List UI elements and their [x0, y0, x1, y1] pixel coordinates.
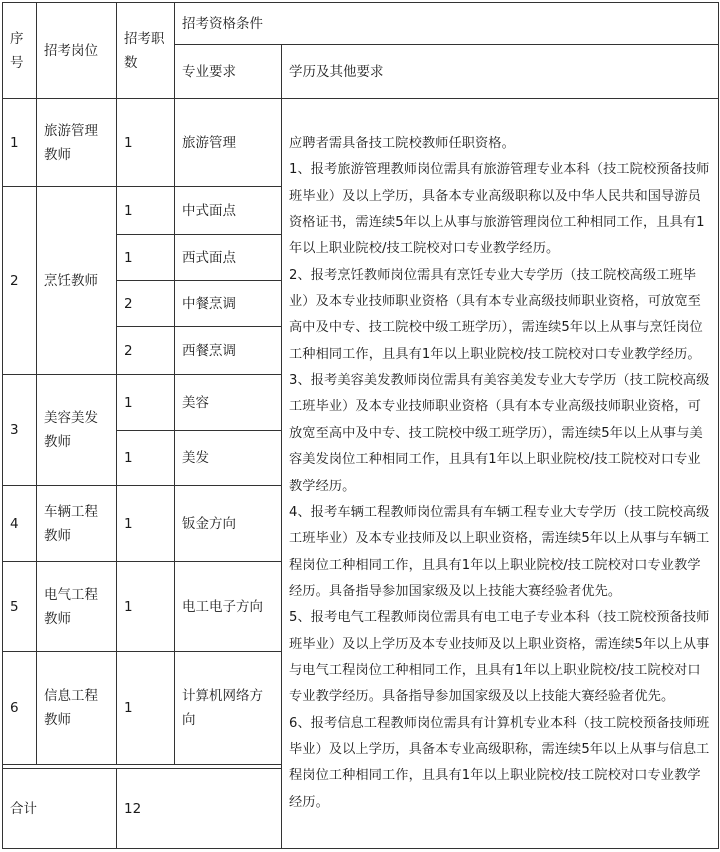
row-count: 2	[117, 327, 175, 375]
row-count: 1	[117, 562, 175, 652]
row-position: 旅游管理教师	[37, 99, 117, 187]
row-major: 美发	[175, 431, 282, 486]
header-count: 招考职数	[117, 3, 175, 99]
header-qualification-group: 招考资格条件	[175, 3, 719, 45]
row-index: 2	[3, 187, 37, 375]
row-count: 1	[117, 99, 175, 187]
requirements-cell	[282, 99, 719, 849]
header-education: 学历及其他要求	[282, 45, 719, 99]
row-position: 车辆工程教师	[37, 486, 117, 562]
row-major: 西式面点	[175, 235, 282, 281]
row-major: 计算机网络方向	[175, 652, 282, 765]
header-index: 序号	[3, 3, 37, 99]
requirement-item: 3、报考美容美发教师岗位需具有美容美发专业大专学历（技工院校高级工班毕业）及本专业技师职业资格（具有本专业高级技师职业资格，可放宽至高中及中专、技工院校中级工班学历），需连续5年以上从事与美容美发岗位工种相同工作，且具有1年以上职业院校/技工院校对口专业教学经历。	[289, 373, 710, 494]
row-count: 1	[117, 375, 175, 431]
row-major: 西餐烹调	[175, 327, 282, 375]
row-position: 美容美发教师	[37, 375, 117, 486]
table-row	[3, 99, 719, 187]
requirement-item: 5、报考电气工程教师岗位需具有电工电子专业本科（技工院校预备技师班毕业）及以上学历及本专业技师及以上职业资格，需连续5年以上从事与电气工程岗位工种相同工作，且具有1年以上职业院校/技工院校对口专业教学经历。具备指导参加国家级及以上技能大赛经验者优先。	[289, 610, 710, 705]
row-count: 1	[117, 652, 175, 765]
row-index: 4	[3, 486, 37, 562]
row-major: 钣金方向	[175, 486, 282, 562]
row-major: 旅游管理	[175, 99, 282, 187]
requirement-item: 4、报考车辆工程教师岗位需具有车辆工程专业大专学历（技工院校高级工班毕业）及本专业技师及以上职业资格，需连续5年以上从事与车辆工程岗位工种相同工作，且具有1年以上职业院校/技工院校对口专业教学经历。具备指导参加国家级及以上技能大赛经验者优先。	[289, 504, 710, 599]
header-position: 招考岗位	[37, 3, 117, 99]
row-major: 电工电子方向	[175, 562, 282, 652]
requirement-item: 1、报考旅游管理教师岗位需具有旅游管理专业本科（技工院校预备技师班毕业）及以上学历，具备本专业高级职称以及中华人民共和国导游员资格证书，需连续5年以上从事与旅游管理岗位工种相同工作，且具有1年以上职业院校/技工院校对口专业教学经历。	[289, 162, 710, 257]
row-index: 1	[3, 99, 37, 187]
row-count: 1	[117, 187, 175, 235]
total-count: 12	[117, 769, 282, 849]
row-position: 信息工程教师	[37, 652, 117, 765]
row-index: 6	[3, 652, 37, 765]
row-position: 烹饪教师	[37, 187, 117, 375]
row-count: 1	[117, 486, 175, 562]
requirement-item: 2、报考烹饪教师岗位需具有烹饪专业大专学历（技工院校高级工班毕业）及本专业技师职业资格（具有本专业高级技师职业资格，可放宽至高中及中专、技工院校中级工班学历），需连续5年以上从事与烹饪岗位工种相同工作，且具有1年以上职业院校/技工院校对口专业教学经历。	[289, 267, 703, 362]
row-count: 1	[117, 431, 175, 486]
row-index: 3	[3, 375, 37, 486]
header-major: 专业要求	[175, 45, 282, 99]
row-count: 2	[117, 281, 175, 327]
requirement-intro: 应聘者需具备技工院校教师任职资格。	[289, 136, 515, 152]
total-label: 合计	[3, 769, 117, 849]
row-position: 电气工程教师	[37, 562, 117, 652]
row-major: 中餐烹调	[175, 281, 282, 327]
row-count: 1	[117, 235, 175, 281]
row-index: 5	[3, 562, 37, 652]
row-major: 美容	[175, 375, 282, 431]
row-major: 中式面点	[175, 187, 282, 235]
requirement-item: 6、报考信息工程教师岗位需具有计算机专业本科（技工院校预备技师班毕业）及以上学历，具备本专业高级职称，需连续5年以上从事与信息工程岗位工种相同工作，且具有1年以上职业院校/技工院校对口专业教学经历。	[289, 715, 710, 810]
recruitment-table	[2, 2, 719, 849]
